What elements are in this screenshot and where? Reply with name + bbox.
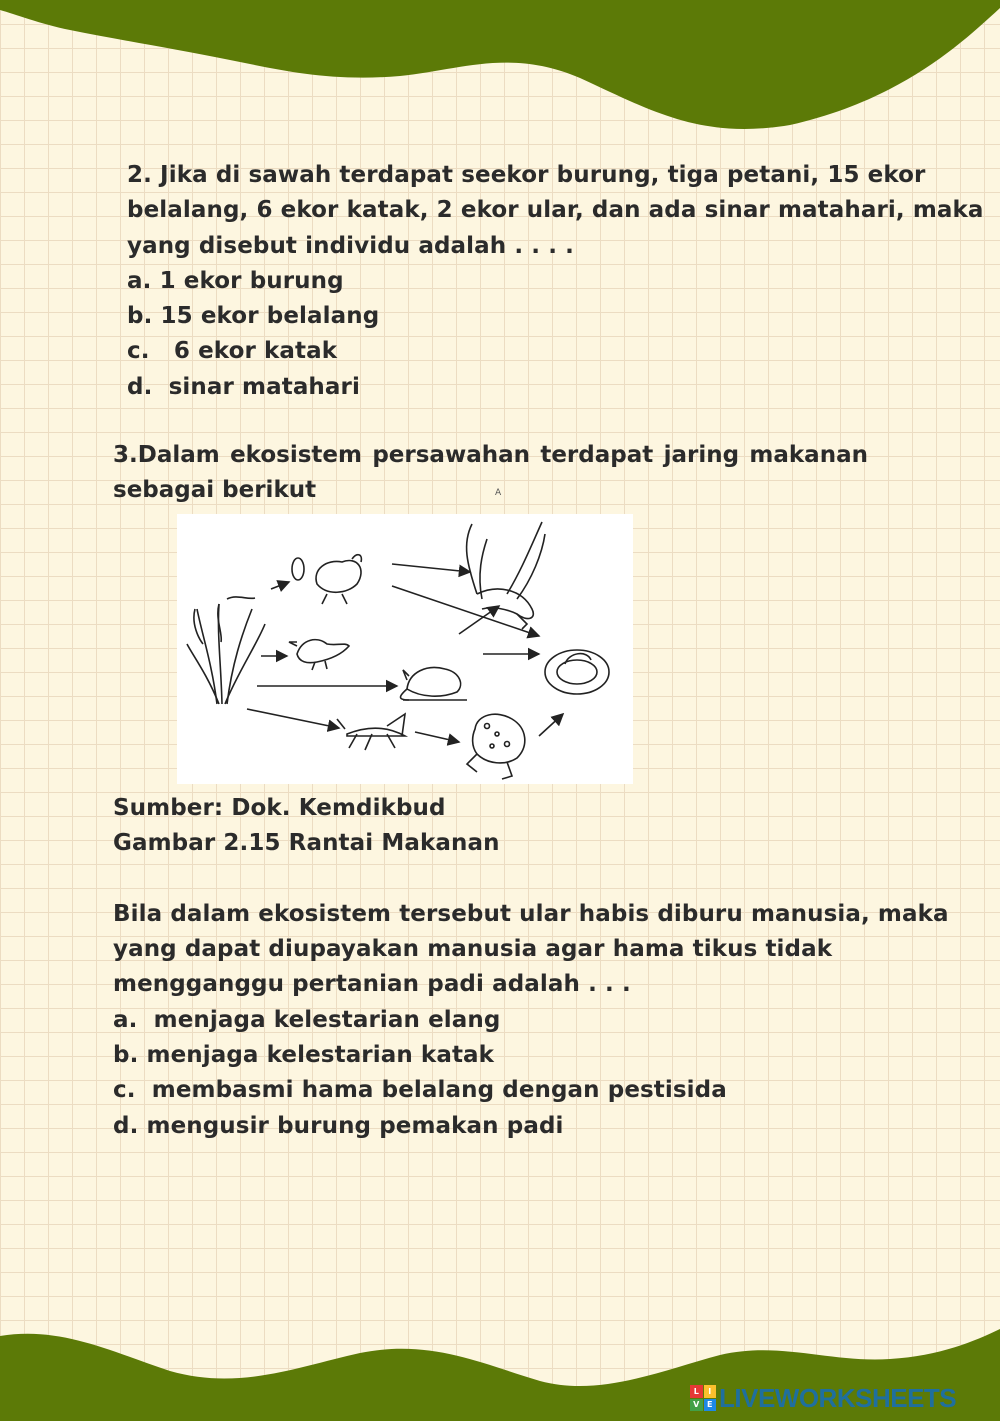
q2-option-d[interactable]: d. sinar matahari: [127, 373, 360, 400]
pigeon-icon: [316, 555, 361, 604]
figure-source: Sumber: Dok. Kemdikbud: [113, 795, 446, 821]
arrow-pigeon-to-eagle: [392, 564, 470, 572]
figure-caption: Gambar 2.15 Rantai Makanan: [113, 830, 500, 857]
q3-line: Bila dalam ekosistem tersebut ular habis diburu manusia, maka: [113, 900, 949, 927]
frog-icon: [467, 714, 525, 779]
logo-letter: L: [690, 1385, 703, 1398]
snake-icon: [545, 650, 609, 694]
logo-letter: E: [704, 1399, 717, 1412]
rat-icon: [401, 668, 468, 700]
arrow-grain-to-pigeon: [271, 582, 289, 589]
q3-title-word: 3.Dalam: [113, 442, 220, 468]
grasshopper-icon: [337, 714, 405, 750]
liveworksheets-logo-icon: [690, 1385, 716, 1411]
food-web-drawing: [177, 514, 633, 784]
grain-icon: [292, 558, 304, 580]
rice-plant-icon: [187, 597, 265, 704]
figure-mark: A: [495, 488, 502, 498]
q2-line: 2. Jika di sawah terdapat seekor burung, tiga petani, 15 ekor: [127, 162, 926, 188]
sparrow-icon: [289, 640, 349, 670]
brand-name: LIVEWORKSHEETS: [719, 1382, 957, 1413]
top-wave-decoration: [0, 0, 1000, 140]
q3-title-word: makanan: [749, 442, 868, 468]
q3-title-word: ekosistem: [230, 442, 362, 468]
logo-letter: V: [690, 1399, 703, 1412]
q2-option-a[interactable]: a. 1 ekor burung: [127, 267, 344, 294]
arrow-grasshopper-to-frog: [415, 732, 459, 742]
q3-option-d[interactable]: d. mengusir burung pemakan padi: [113, 1112, 564, 1139]
q2-option-c[interactable]: c. 6 ekor katak: [127, 338, 338, 365]
top-wave-shape: [0, 0, 1000, 129]
q3-line: yang dapat diupayakan manusia agar hama tikus tidak: [113, 936, 833, 963]
question-2: [127, 158, 984, 405]
q2-option-b[interactable]: b. 15 ekor belalang: [127, 303, 380, 330]
q3-title-word: jaring: [663, 442, 740, 468]
arrow-frog-to-snake: [539, 714, 563, 736]
logo-letter: I: [704, 1385, 717, 1398]
q2-line: belalang, 6 ekor katak, 2 ekor ular, dan ada sinar matahari, maka: [127, 197, 984, 224]
q3-option-c[interactable]: c. membasmi hama belalang dengan pestisida: [113, 1077, 727, 1104]
question-3-body: [113, 791, 949, 1144]
q3-title-line2: sebagai berikut: [113, 477, 317, 503]
arrow-rice-to-grasshopper: [247, 709, 339, 728]
q3-title-word: persawahan: [372, 442, 530, 468]
q3-title-word: terdapat: [540, 442, 654, 468]
q3-option-b[interactable]: b. menjaga kelestarian katak: [113, 1042, 495, 1069]
q3-option-a[interactable]: a. menjaga kelestarian elang: [113, 1006, 501, 1033]
liveworksheets-brand[interactable]: [690, 1384, 956, 1412]
food-web-image: [177, 514, 633, 784]
question-3-title: [113, 438, 868, 508]
spacer: [113, 862, 949, 897]
eagle-icon: [467, 522, 545, 629]
q3-line: mengganggu pertanian padi adalah . . .: [113, 971, 631, 998]
q2-line: yang disebut individu adalah . . . .: [127, 232, 575, 259]
